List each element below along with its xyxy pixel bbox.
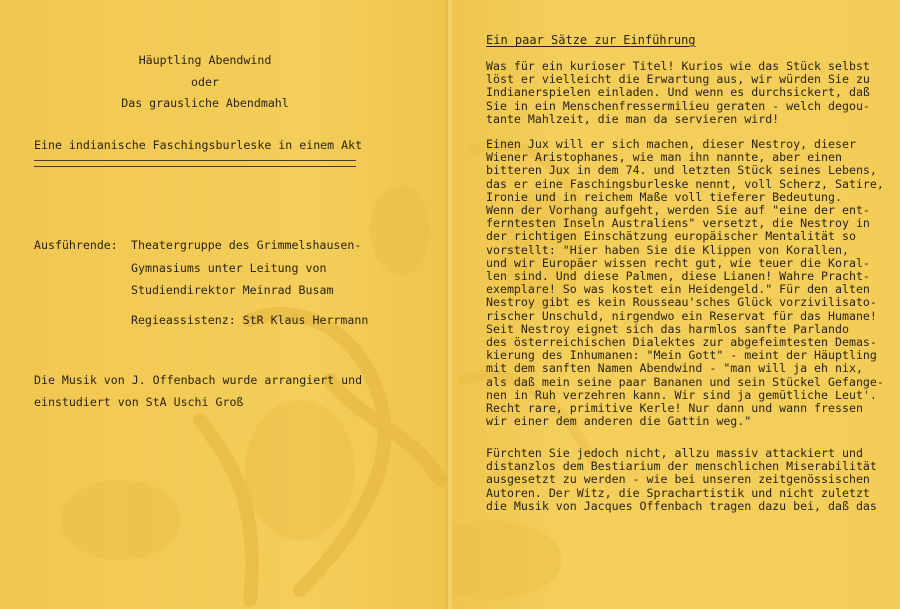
- performers-line-3: Studiendirektor Meinrad Busam: [131, 283, 334, 297]
- text-line: und wir Europäer wissen recht gut, wie teuer die Koral-: [486, 255, 870, 270]
- music-line-1: Die Musik von J. Offenbach wurde arrangiert und: [34, 373, 363, 387]
- text-line: Was für ein kurioser Titel! Kurios wie das Stück selbst: [486, 59, 870, 73]
- left-page: [0, 0, 448, 609]
- music-line-2: einstudiert von StA Uschi Groß: [34, 395, 244, 409]
- text-line: ausgesetzt zu werden - wie bei unseren zeitgenössischen: [486, 472, 870, 487]
- text-line: Einen Jux will er sich machen, dieser Nestroy, dieser: [486, 137, 856, 151]
- text-line: nen in Ruh verzehren kann. Wir sind ja gemütliche Leut'.: [486, 387, 877, 402]
- text-line: Wiener Aristophanes, wie man ihn nannte, aber einen: [486, 150, 842, 165]
- title-line-1: Häuptling Abendwind: [138, 53, 272, 67]
- text-line: der richtigen Einschätzung europäischer Mentalität so: [486, 229, 856, 244]
- text-line: kierung des Inhumanen: "Mein Gott" - meint der Häuptling: [486, 348, 877, 363]
- title-line-3: Das grausliche Abendmahl: [121, 96, 289, 110]
- text-line: Fürchten Sie jedoch nicht, allzu massiv attackiert und: [486, 446, 863, 460]
- text-line: Wenn der Vorhang aufgeht, werden Sie auf "eine der ent-: [486, 203, 870, 218]
- text-line: tante Mahlzeit, die man da servieren wird!: [486, 111, 780, 126]
- intro-paragraph-3: [486, 447, 878, 513]
- text-line: des österreichischen Dialektes zur abgefeimtesten Demas-: [486, 335, 877, 350]
- text-line: das er eine Faschingsburleske nennt, voll Scherz, Satire,: [486, 176, 884, 191]
- text-line: Ironie und in reichem Maße voll tieferer Bedeutung.: [486, 189, 842, 204]
- text-line: vorstellt: "Hier haben Sie die Klippen von Korallen,: [486, 242, 849, 257]
- title-line-2: oder: [191, 75, 219, 89]
- subtitle: Eine indianische Faschingsburleske in einem Akt: [34, 138, 363, 152]
- text-line: rischer Unschuld, nirgendwo ein Reservat für das Humane!: [486, 308, 877, 323]
- performers-line-2: Gymnasiums unter Leitung von: [131, 261, 327, 275]
- text-line: als daß mein seine paar Bananen und sein Stückel Gefange-: [486, 374, 884, 389]
- text-line: Seit Nestroy eignet sich das harmlos sanfte Parlando: [486, 321, 849, 336]
- assistant-credit: Regieassistenz: StR Klaus Herrmann: [131, 313, 369, 327]
- right-page: [452, 0, 900, 609]
- text-line: Autoren. Der Witz, die Sprachartistik und nicht zuletzt: [486, 485, 870, 500]
- text-line: ferntesten Inseln Australiens" versetzt, die Nestroy in: [486, 216, 870, 231]
- performers-label: Ausführende:: [34, 238, 118, 252]
- intro-paragraph-2: [486, 137, 884, 429]
- text-line: wir einer dem anderen die Gattin weg.": [486, 414, 752, 429]
- text-line: bitteren Jux in dem 74. und letzten Stück seines Lebens,: [486, 163, 877, 178]
- intro-paragraph-1: [486, 60, 878, 126]
- text-line: Indianerspielen einladen. Und wenn es durchsickert, daß: [486, 85, 870, 100]
- text-line: exemplare! So was kostet ein Heidengeld." Für den alten: [486, 282, 870, 297]
- text-line: löst er vielleicht die Erwartung aus, wir würden Sie zu: [486, 72, 870, 87]
- performers-line-1: Theatergruppe des Grimmelshausen-: [131, 238, 362, 252]
- text-line: Recht rare, primitive Kerle! Nur dann und wann fressen: [486, 401, 863, 416]
- text-line: die Musik von Jacques Offenbach tragen dazu bei, daß das: [486, 498, 877, 513]
- double-rule-divider: [34, 160, 356, 167]
- faded-illustration: [0, 0, 448, 609]
- text-line: Nestroy gibt es kein Rousseau'sches Glück vorzivilisato-: [486, 295, 877, 310]
- text-line: len sind. Und diese Palmen, diese Lianen! Wahre Pracht-: [486, 269, 870, 284]
- text-line: Sie in ein Menschenfressermilieu geraten - welch degou-: [486, 98, 870, 113]
- text-line: distanzlos dem Bestiarium der menschlichen Miserabilität: [486, 459, 877, 474]
- intro-heading: Ein paar Sätze zur Einführung: [486, 33, 696, 47]
- text-line: mit dem sanften Namen Abendwind - "man will ja eh nix,: [486, 361, 863, 376]
